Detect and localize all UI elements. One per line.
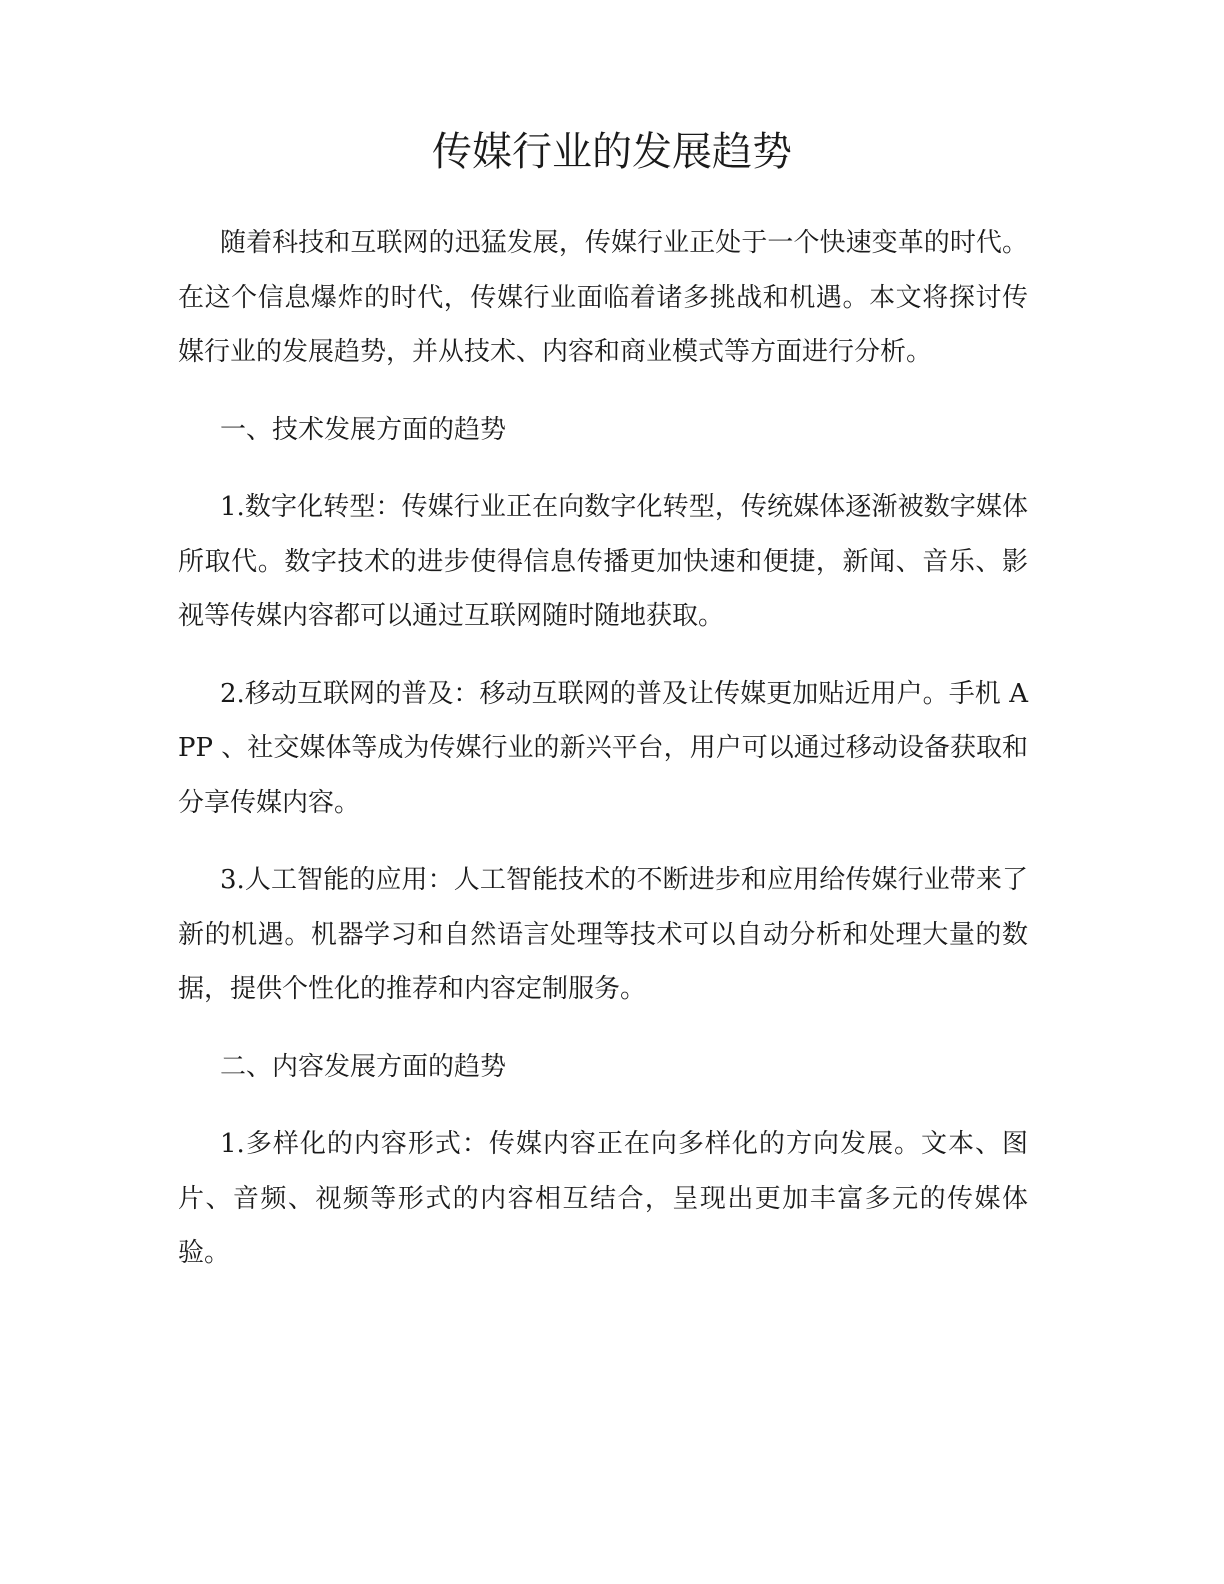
section1-item-3: 3.人工智能的应用：人工智能技术的不断进步和应用给传媒行业带来了新的机遇。机器学习和自然语言处理等技术可以自动分析和处理大量的数据，提供个性化的推荐和内容定制服务。 xyxy=(178,865,1028,1004)
document-body xyxy=(178,216,1028,1304)
section2-item-1: 1.多样化的内容形式：传媒内容正在向多样化的方向发展。文本、图片、音频、视频等形式的内容相互结合，呈现出更加丰富多元的传媒体验。 xyxy=(178,1129,1028,1268)
section-heading-technology: 一、技术发展方面的趋势 xyxy=(220,414,507,445)
section-heading-content: 二、内容发展方面的趋势 xyxy=(220,1051,507,1082)
section1-item-1: 1.数字化转型：传媒行业正在向数字化转型，传统媒体逐渐被数字媒体所取代。数字技术的进步使得信息传播更加快速和便捷，新闻、音乐、影视等传媒内容都可以通过互联网随时随地获取。 xyxy=(178,492,1028,631)
intro-paragraph: 随着科技和互联网的迅猛发展，传媒行业正处于一个快速变革的时代。在这个信息爆炸的时代，传媒行业面临着诸多挑战和机遇。本文将探讨传媒行业的发展趋势，并从技术、内容和商业模式等方面进行分析。 xyxy=(178,228,1028,367)
section1-item-2: 2.移动互联网的普及：移动互联网的普及让传媒更加贴近用户。手机 APP 、社交媒体等成为传媒行业的新兴平台，用户可以通过移动设备获取和分享传媒内容。 xyxy=(178,678,1028,818)
document-title: 传媒行业的发展趋势 xyxy=(432,129,792,175)
